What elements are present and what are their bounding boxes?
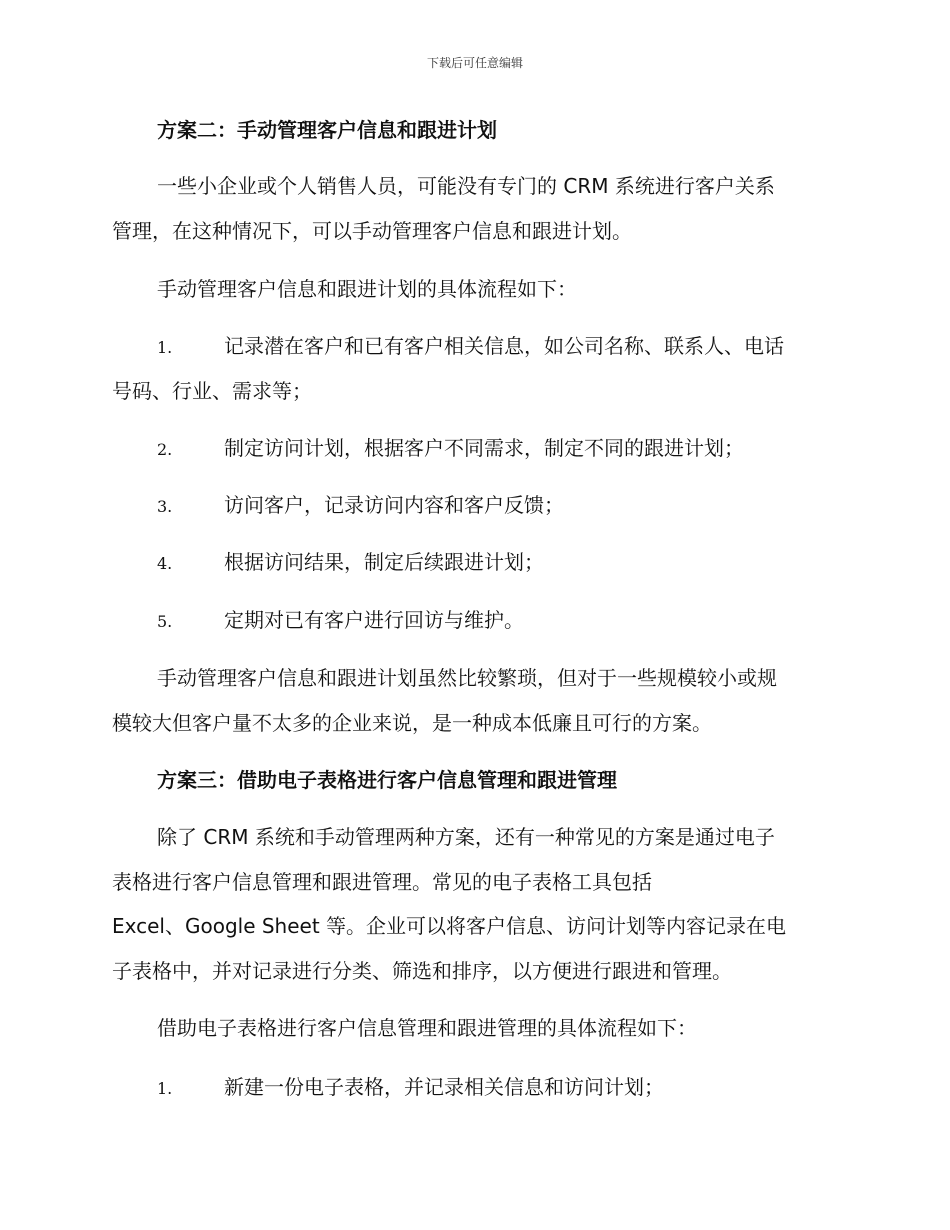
list-item-text: 号码、行业、需求等； xyxy=(112,379,312,403)
paragraph-line: 表格进行客户信息管理和跟进管理。常见的电子表格工具包括 xyxy=(112,870,652,894)
paragraph-line: 模较大但客户量不太多的企业来说，是一种成本低廉且可行的方案。 xyxy=(112,711,712,735)
list-item-text: 制定访问计划，根据客户不同需求，制定不同的跟进计划； xyxy=(224,436,744,460)
list-item-text: 访问客户，记录访问内容和客户反馈； xyxy=(224,493,564,517)
paragraph-line: 借助电子表格进行客户信息管理和跟进管理的具体流程如下： xyxy=(157,1016,697,1040)
list-item-text: 定期对已有客户进行回访与维护。 xyxy=(224,608,524,632)
list-number: 2. xyxy=(157,440,173,459)
list-number: 1. xyxy=(157,1079,173,1098)
list-number: 1. xyxy=(157,338,173,357)
paragraph-line: 子表格中，并对记录进行分类、筛选和排序，以方便进行跟进和管理。 xyxy=(112,959,732,983)
list-item-text: 新建一份电子表格，并记录相关信息和访问计划； xyxy=(224,1075,664,1099)
list-number: 5. xyxy=(157,612,173,631)
paragraph-line: 一些小企业或个人销售人员，可能没有专门的 CRM 系统进行客户关系 xyxy=(157,174,775,198)
list-item-text: 记录潜在客户和已有客户相关信息，如公司名称、联系人、电话 xyxy=(224,334,784,358)
paragraph-line: 除了 CRM 系统和手动管理两种方案，还有一种常见的方案是通过电子 xyxy=(157,825,775,849)
paragraph-line: 手动管理客户信息和跟进计划虽然比较繁琐，但对于一些规模较小或规 xyxy=(157,666,777,690)
section-heading: 方案二：手动管理客户信息和跟进计划 xyxy=(157,118,497,142)
paragraph-line: Excel、Google Sheet 等。企业可以将客户信息、访问计划等内容记录在电 xyxy=(112,914,787,938)
paragraph-line: 管理，在这种情况下，可以手动管理客户信息和跟进计划。 xyxy=(112,219,632,243)
list-number: 3. xyxy=(157,497,173,516)
paragraph-line: 手动管理客户信息和跟进计划的具体流程如下： xyxy=(157,277,577,301)
section-heading: 方案三：借助电子表格进行客户信息管理和跟进管理 xyxy=(157,768,617,792)
list-item-text: 根据访问结果，制定后续跟进计划； xyxy=(224,550,544,574)
list-number: 4. xyxy=(157,554,173,573)
page-header: 下载后可任意编辑 xyxy=(426,56,523,70)
